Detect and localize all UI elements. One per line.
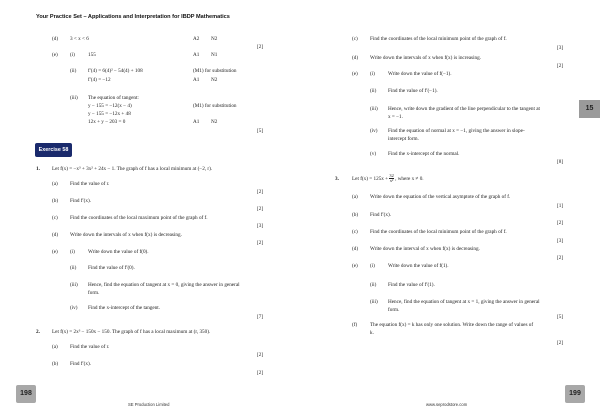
part-label: (e): [352, 71, 358, 77]
marks: [2]: [257, 240, 264, 246]
mark-code: A1: [193, 119, 200, 125]
chapter-tab: 15: [579, 100, 600, 118]
part-label: (e): [352, 263, 358, 269]
answer-text: y − 155 = −12x + 48: [88, 111, 131, 117]
footer-link[interactable]: www.seprodstore.com: [426, 402, 468, 407]
part-label: (a): [52, 181, 58, 187]
part-label: (d): [352, 55, 359, 61]
subpart-label: (i): [70, 52, 75, 58]
part-label: (b): [52, 198, 59, 204]
answer-text: 155: [88, 52, 96, 58]
mark-note: (M1) for substitution: [193, 68, 237, 74]
part-text: k.: [370, 330, 374, 336]
answer-text: 3 < x < 6: [70, 36, 89, 42]
marks: [2]: [257, 370, 264, 376]
mark-code: N2: [211, 36, 218, 42]
part-text: Find the x-intercept of the tangent.: [88, 305, 161, 311]
marks: [2]: [557, 255, 564, 261]
part-label: (e): [52, 249, 58, 255]
question-number: 2.: [36, 329, 40, 335]
part-text: Find the coordinates of the local maximum point of the graph of f.: [70, 215, 208, 221]
subpart-label: (ii): [70, 265, 77, 271]
part-text: form.: [388, 307, 400, 313]
part-text: Find the coordinates of the local minimum point of the graph of f.: [370, 36, 507, 42]
mark-note: (M1) for substitution: [193, 103, 237, 109]
subpart-label: (i): [370, 71, 375, 77]
marks: [2]: [257, 206, 264, 212]
marks: [3]: [557, 238, 564, 244]
answer-text: y − 155 = −12(x − 4): [88, 103, 132, 109]
part-text: Write down the value of f(1).: [388, 263, 449, 269]
part-label: (e): [52, 52, 58, 58]
part-label: (b): [352, 212, 359, 218]
part-text: form.: [88, 290, 100, 296]
marks: [5]: [557, 314, 564, 320]
question-number: 1.: [36, 166, 40, 172]
part-text: Find the value of f′(−1).: [388, 88, 438, 94]
mark-code: A2: [193, 36, 200, 42]
part-label: (c): [52, 215, 58, 221]
question-number: 3.: [335, 176, 339, 182]
question-text-pre: Let f(x) = 125x +: [352, 176, 389, 182]
marks: [3]: [557, 45, 564, 51]
page-number-badge: 198: [16, 385, 36, 403]
part-text: Find f′(x).: [370, 212, 392, 218]
part-text: Hence, find the equation of tangent at x = 1, giving the answer in general: [388, 299, 540, 305]
marks: [2]: [557, 63, 564, 69]
part-text: Hence, write down the gradient of the line perpendicular to the tangent at: [388, 106, 540, 112]
part-label: (d): [52, 232, 59, 238]
subpart-label: (iii): [370, 106, 378, 112]
mark-code: N2: [211, 119, 218, 125]
part-label: (d): [52, 36, 59, 42]
part-text: x = −1.: [388, 114, 403, 120]
marks: [5]: [257, 128, 264, 134]
part-text: Write down the interval of x when f(x) is decreasing.: [370, 246, 480, 252]
subpart-label: (ii): [370, 88, 377, 94]
part-text: Hence, find the equation of tangent at x = 0, giving the answer in general: [88, 282, 240, 288]
part-text: Write down the equation of the vertical asymptote of the graph of f.: [370, 194, 511, 200]
answer-text: The equation of tangent:: [88, 95, 139, 101]
part-label: (d): [352, 246, 359, 252]
subpart-label: (iii): [70, 282, 78, 288]
part-text: The equation f(x) = k has only one solution. Write down the range of values of: [370, 322, 534, 328]
part-label: (b): [52, 361, 59, 367]
subpart-label: (v): [370, 151, 377, 157]
page-number-badge: 199: [565, 385, 585, 403]
subpart-label: (ii): [370, 282, 377, 288]
marks: [2]: [257, 352, 264, 358]
marks: [2]: [557, 220, 564, 226]
marks: [7]: [257, 314, 264, 320]
mark-code: N1: [211, 52, 218, 58]
marks: [2]: [257, 44, 264, 50]
part-text: intercept form.: [388, 136, 419, 142]
part-label: (a): [352, 194, 358, 200]
question-text-post: , where x ≠ 0.: [395, 176, 424, 182]
part-text: Find the value of r.: [70, 344, 110, 350]
subpart-label: (iii): [70, 95, 78, 101]
mark-code: A1: [193, 52, 200, 58]
part-label: (f): [352, 322, 358, 328]
subpart-label: (i): [370, 263, 375, 269]
answer-text: f′(4) = −12: [88, 77, 111, 83]
part-text: Find the value of f′(1).: [388, 282, 435, 288]
part-text: Find the coordinates of the local minimum point of the graph of f.: [370, 229, 507, 235]
subpart-label: (i): [70, 249, 75, 255]
question-text: [352, 172, 424, 186]
marks: [2]: [557, 340, 564, 346]
part-text: Write down the value of f(−1).: [388, 71, 452, 77]
answer-text: f′(4) = 6(4)² − 54(4) + 108: [88, 68, 143, 74]
part-text: Find the value of f′(0).: [88, 265, 135, 271]
marks: [8]: [557, 159, 564, 165]
question-text: Let f(x) = 2x³ − 150x − 150. The graph of f has a local maximum at (r, 350).: [52, 329, 211, 335]
subpart-label: (iii): [370, 299, 378, 305]
numerator: 32: [389, 172, 394, 178]
fraction: [389, 174, 393, 184]
part-text: Write down the value of f(0).: [88, 249, 149, 255]
part-text: Find the x-intercept of the normal.: [388, 151, 460, 157]
subpart-label: (iv): [370, 128, 378, 134]
part-label: (a): [52, 344, 58, 350]
footer-text: SE Production Limited: [128, 402, 170, 407]
marks: [1]: [557, 203, 564, 209]
denominator: x²: [389, 178, 394, 184]
marks: [2]: [257, 189, 264, 195]
subpart-label: (iv): [70, 305, 78, 311]
part-text: Write down the intervals of x when f(x) is decreasing.: [70, 232, 182, 238]
answer-text: 12x + y − 203 = 0: [88, 119, 126, 125]
part-text: Find the value of r.: [70, 181, 110, 187]
part-text: Find f′(x).: [70, 361, 92, 367]
question-text: Let f(x) = −x³ + 3x² + 24x − 1. The graph of f has a local minimum at (−2, r).: [52, 166, 213, 172]
part-label: (c): [352, 229, 358, 235]
part-text: Find the equation of normal at x = −1, giving the answer in slope-: [388, 128, 525, 134]
mark-code: A1: [193, 77, 200, 83]
mark-code: N2: [211, 77, 218, 83]
exercise-badge: Exercise 58: [35, 143, 72, 157]
part-text: Find f′(x).: [70, 198, 92, 204]
running-header: Your Practice Set – Applications and Interpretation for IBDP Mathematics: [36, 14, 230, 20]
marks: [3]: [257, 223, 264, 229]
part-label: (c): [352, 36, 358, 42]
subpart-label: (ii): [70, 68, 77, 74]
part-text: Write down the intervals of x when f(x) is increasing.: [370, 55, 482, 61]
